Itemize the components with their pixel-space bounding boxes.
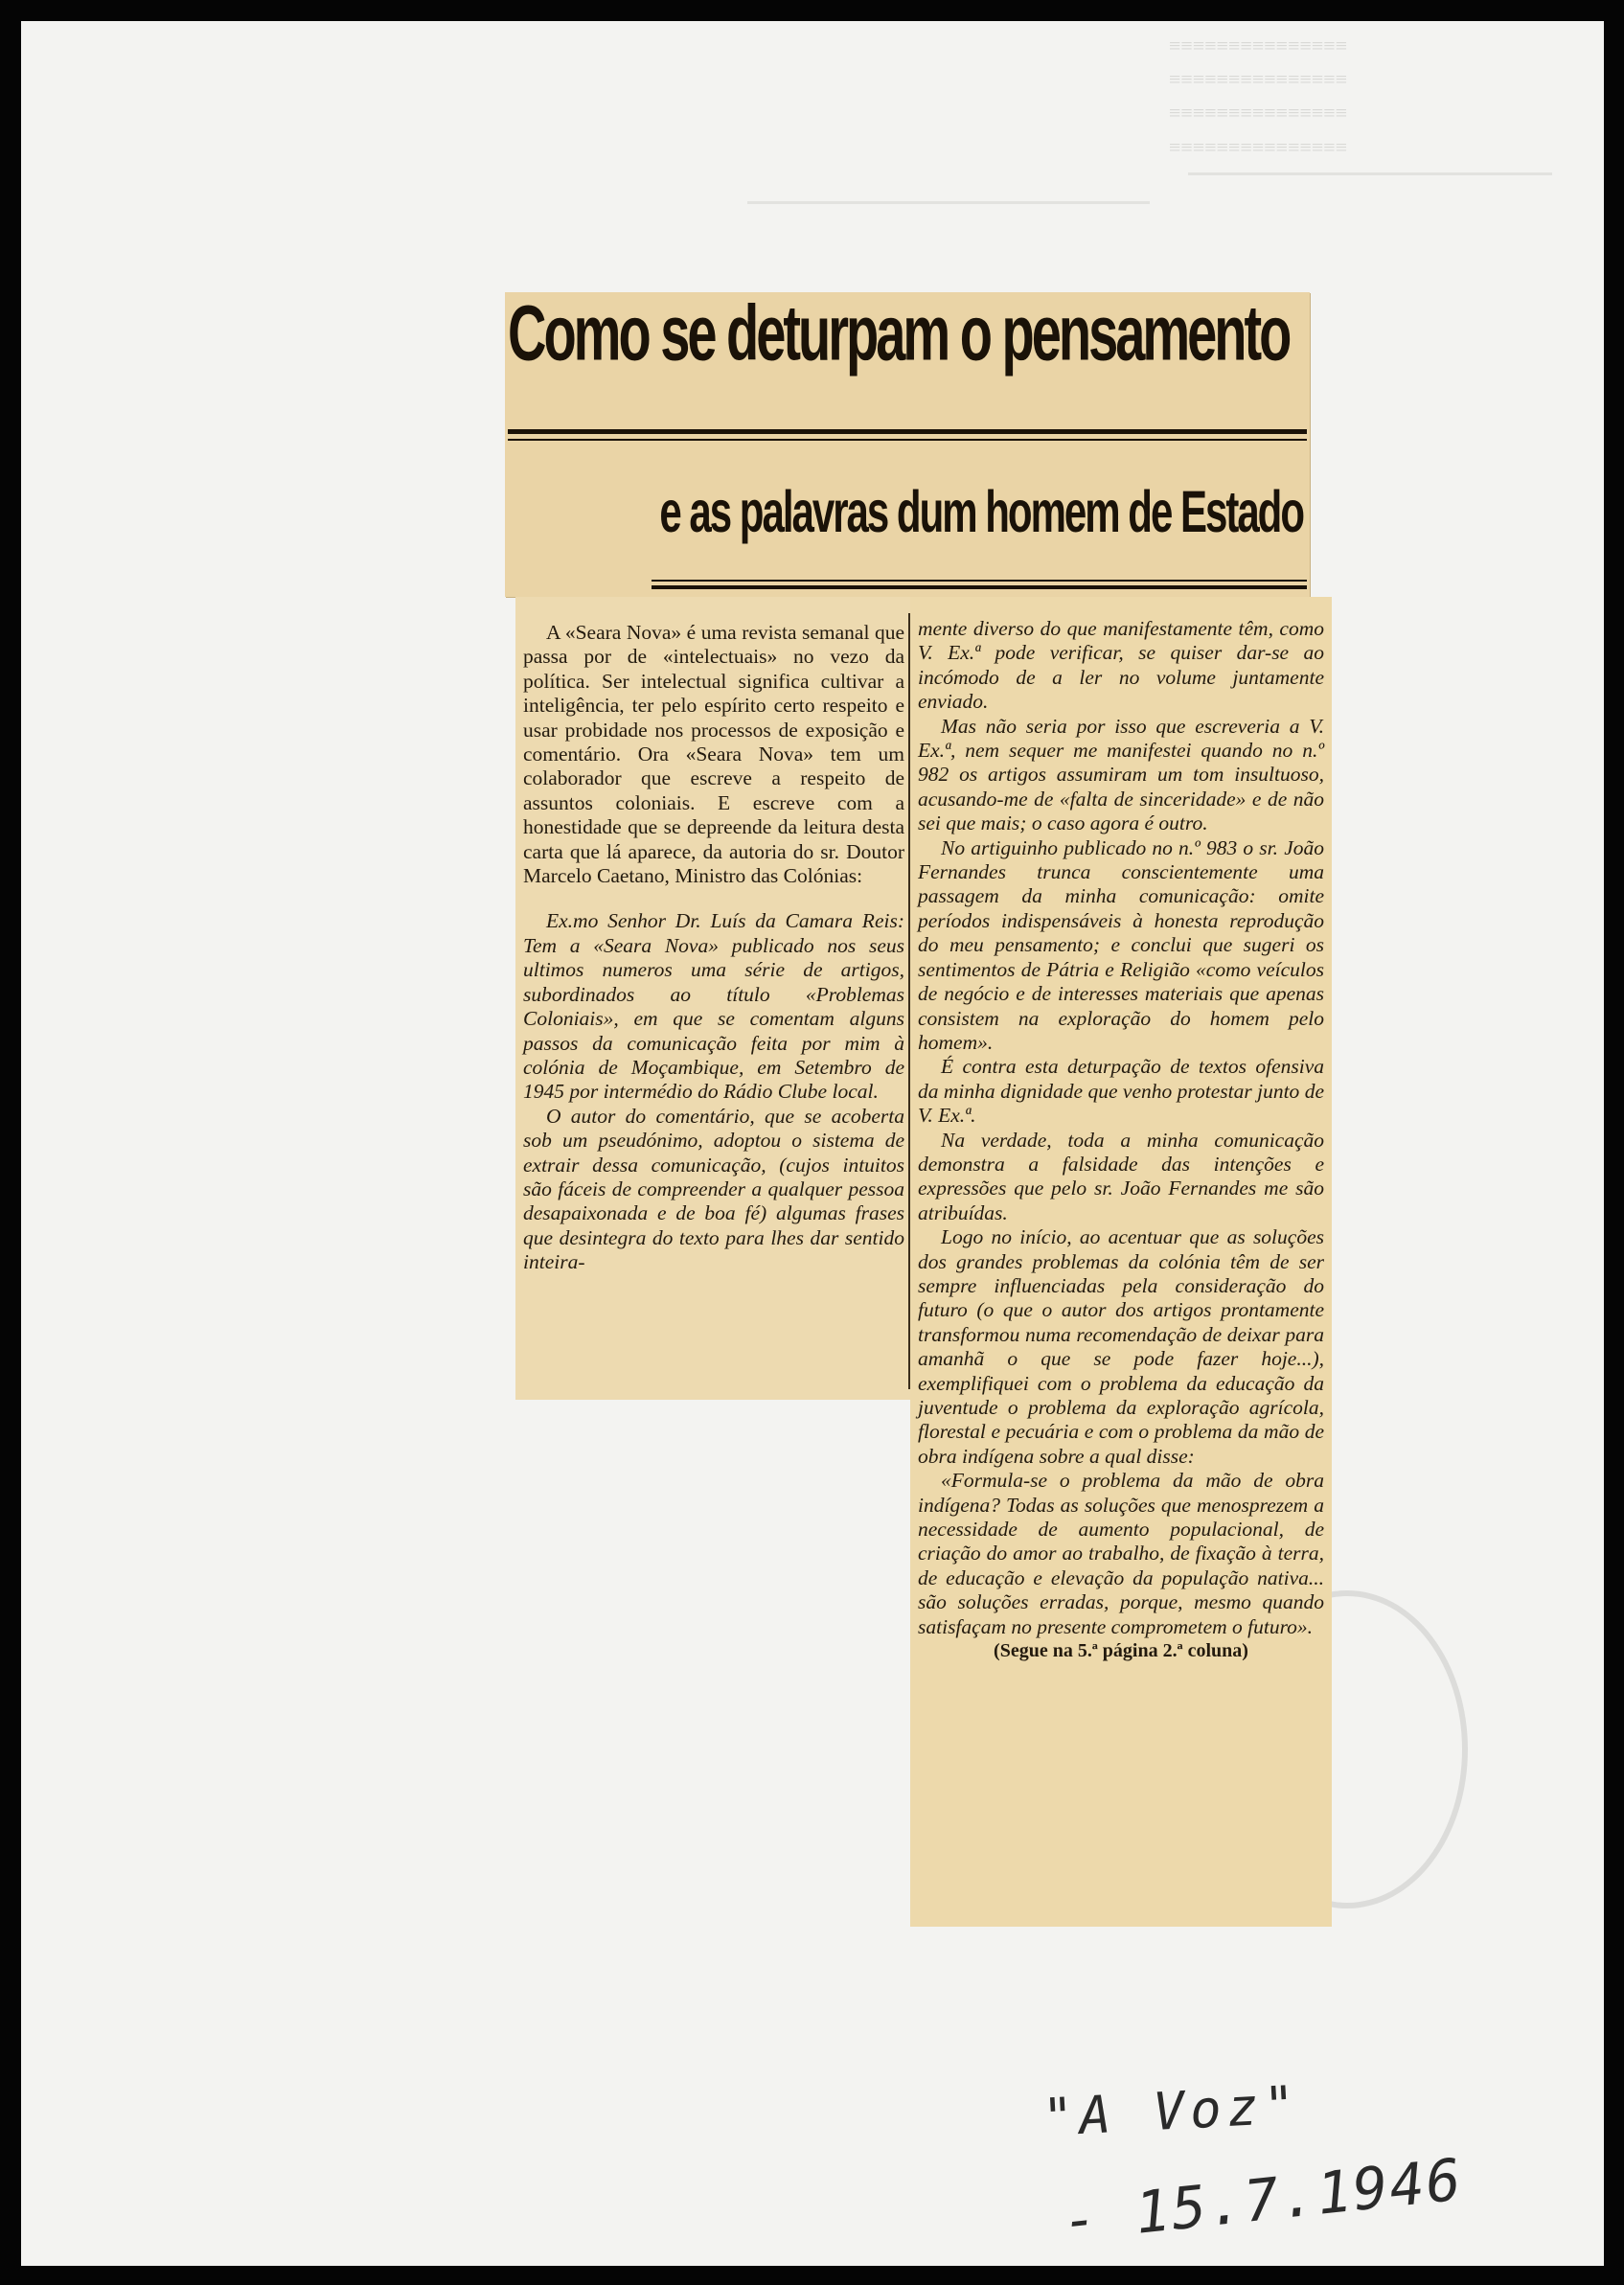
subheadline-rule <box>652 585 1307 589</box>
letter-paragraph: Logo no início, ao acentuar que as soluções dos grandes problemas da colónia têm de ser sempre influenciadas pela consideração do futuro (o que o autor dos artigos prontamente transformou numa recomendação de deixar para amanhã o que se pode fazer hoje...), exemplifiquei com o problema da educação da juventude o problema da exploração agrícola, florestal e pecuária e com o problema da mão de obra indígena sobre a qual disse: <box>918 1225 1324 1468</box>
headline-rule <box>508 429 1307 434</box>
column-separator <box>908 613 910 1389</box>
letter-paragraph: «Formula-se o problema da mão de obra indígena? Todas as soluções que menosprezem a necessidade de aumento populacional, de criação do amor ao trabalho, de fixação à terra, de educação e elevação da população nativa... são soluções erradas, porque, mesmo quando satisfaçam no presente comprometem o futuro». <box>918 1469 1324 1638</box>
subheadline-rule <box>652 580 1307 582</box>
letter-paragraph: Na verdade, toda a minha comunicação demonstra a falsidade das intenções e expressões que pelo sr. João Fernandes me são atribuídas. <box>918 1128 1324 1224</box>
bleed-through-rule <box>747 201 1150 204</box>
handwritten-date: - 15.7.1946 <box>1059 2146 1466 2255</box>
letter-paragraph: O autor do comentário, que se acoberta sob um pseudónimo, adoptou o sistema de extrair dessa comunicação, (cujos intuitos são fáceis de compreender a qualquer pessoa desapaixonada e de boa fé) algumas frases que desintegra do texto para lhes dar sentido inteira- <box>523 1104 904 1274</box>
bleed-through-text: ≡≡≡≡≡≡≡≡≡≡≡≡≡≡≡ ≡≡≡≡≡≡≡≡≡≡≡≡≡≡≡ ≡≡≡≡≡≡≡≡≡≡≡≡≡≡≡ ≡≡≡≡≡≡≡≡≡≡≡≡≡≡≡ <box>1169 34 1348 159</box>
article-subheadline: e as palavras dum homem de Estado <box>659 479 1303 545</box>
letter-paragraph: No artiguinho publicado no n.º 983 o sr. João Fernandes trunca conscientemente uma passagem da minha comunicação: omite períodos indispensáveis à honesta reprodução do meu pensamento; e conclui que sugeri os sentimentos de Pátria e Religião «como veículos de negócio e de interesses materiais que apenas consistem na exploração do homem pelo homem». <box>918 835 1324 1054</box>
bleed-through-rule <box>1188 172 1552 175</box>
letter-paragraph: mente diverso do que manifestamente têm, como V. Ex.ª pode verificar, se quiser dar-se ao incómodo de a ler no volume juntamente enviado. <box>918 617 1324 714</box>
intro-paragraph: A «Seara Nova» é uma revista semanal que passa por de «intelectuais» no vezo da política. Ser intelectual significa cultivar a inteligência, ter pelo espírito certo respeito e usar probidade nos processos de exposição e comentário. Ora «Seara Nova» tem um colaborador que escreve a respeito de assuntos coloniais. E escreve com a honestidade que se depreende da leitura desta carta que lá aparece, da autoria do sr. Doutor Marcelo Caetano, Ministro das Colónias: <box>523 621 904 888</box>
letter-paragraph: Ex.mo Senhor Dr. Luís da Camara Reis: Tem a «Seara Nova» publicado nos seus ultimos numeros uma série de artigos, subordinados ao título «Problemas Coloniais», em que se comentam alguns passos da comunicação feita por mim à colónia de Moçambique, em Setembro de 1945 por intermédio do Rádio Clube local. <box>523 909 904 1104</box>
continuation-note: (Segue na 5.ª página 2.ª coluna) <box>994 1640 1248 1662</box>
letter-paragraph: Mas não seria por isso que escreveria a V. Ex.ª, nem sequer me manifestei quando no n.º 982 os artigos assumiram um tom insultuoso, acusando-me de «falta de sinceridade» e de não sei que mais; o caso agora é outro. <box>918 714 1324 835</box>
headline-rule <box>508 439 1307 441</box>
article-right-column <box>918 617 1324 1663</box>
article-headline: Como se deturpam o pensamento <box>508 288 1290 377</box>
article-left-column <box>523 621 904 1275</box>
letter-paragraph: É contra esta deturpação de textos ofensiva da minha dignidade que venho protestar junto de V. Ex.ª. <box>918 1055 1324 1128</box>
handwritten-source: "A Voz" <box>1041 2073 1303 2149</box>
